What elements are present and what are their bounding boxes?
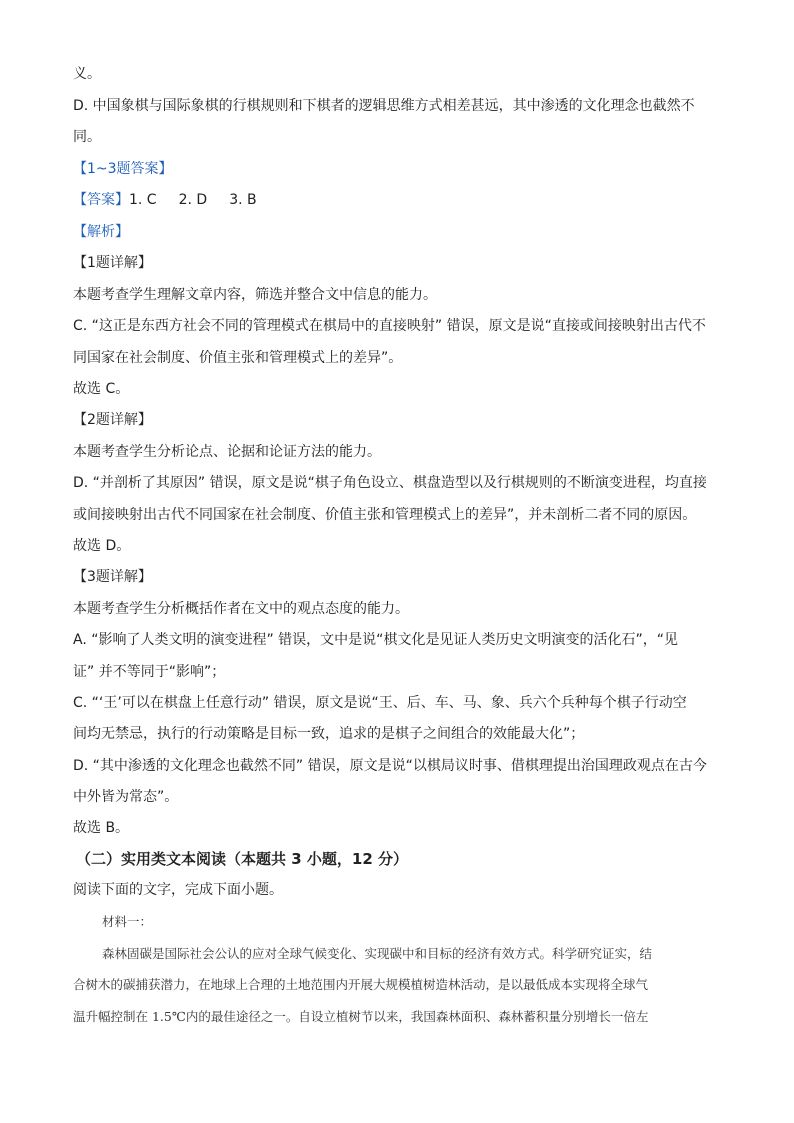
- answer-3: 3. B: [229, 192, 257, 208]
- text-line: 中外皆为常态”。: [73, 789, 179, 805]
- section-heading: （二）实用类文本阅读（本题共 3 小题，12 分）: [76, 850, 408, 868]
- material-line: 森林固碳是国际社会公认的应对全球气候变化、实现碳中和目标的经济有效方式。科学研究证实，结: [102, 946, 653, 961]
- q2-detail-heading: 【2题详解】: [73, 412, 152, 428]
- text-line: 本题考查学生理解文章内容，筛选并整合文中信息的能力。: [73, 287, 437, 303]
- answer-section-heading: 【1~3题答案】: [73, 161, 173, 177]
- answer-line: [73, 190, 257, 210]
- text-line: 或间接映射出古代不同国家在社会制度、价值主张和管理模式上的差异”，并未剖析二者不同的原因。: [73, 507, 697, 523]
- option-d-line: D. 中国象棋与国际象棋的行棋规则和下棋者的逻辑思维方式相差甚远，其中渗透的文化理念也截然不: [73, 98, 695, 114]
- text-line: D. “其中渗透的文化理念也截然不同” 错误，原文是说“以棋局议时事、借棋理提出治国理政观点在古今: [73, 758, 707, 774]
- analysis-heading: 【解析】: [73, 224, 129, 240]
- text-line: 间均无禁忌，执行的行动策略是目标一致，追求的是棋子之间组合的效能最大化”；: [73, 726, 585, 742]
- answer-1: 1. C: [129, 192, 157, 208]
- text-line: 故选 B。: [73, 820, 130, 836]
- text-line: 故选 D。: [73, 538, 131, 554]
- text-line: 同。: [73, 129, 101, 145]
- instruction-line: 阅读下面的文字，完成下面小题。: [73, 882, 283, 898]
- answer-tag: 【答案】: [73, 192, 129, 208]
- text-line: 本题考查学生分析概括作者在文中的观点态度的能力。: [73, 601, 409, 617]
- text-line: 义。: [73, 66, 101, 82]
- text-line: 证” 并不等同于“影响”；: [73, 664, 226, 680]
- text-line: 本题考查学生分析论点、论据和论证方法的能力。: [73, 444, 381, 460]
- text-line: A. “影响了人类文明的演变进程” 错误，文中是说“棋文化是见证人类历史文明演变的活化石”，“见: [73, 632, 678, 648]
- text-line: D. “并剖析了其原因” 错误，原文是说“棋子角色设立、棋盘造型以及行棋规则的不断演变进程，均直接: [73, 475, 707, 491]
- material-label: 材料一：: [102, 914, 153, 929]
- text-line: C. “‘王’可以在棋盘上任意行动” 错误，原文是说“王、后、车、马、象、兵六个兵种每个棋子行动空: [73, 695, 687, 711]
- material-line: 合树木的碳捕获潜力，在地球上合理的土地范围内开展大规模植树造林活动，是以最低成本实现将全球气: [73, 977, 649, 992]
- answer-2: 2. D: [178, 192, 208, 208]
- text-line: C. “这正是东西方社会不同的管理模式在棋局中的直接映射” 错误，原文是说“直接或间接映射出古代不: [73, 318, 706, 334]
- text-line: 故选 C。: [73, 381, 130, 397]
- q1-detail-heading: 【1题详解】: [73, 255, 152, 271]
- text-line: 同国家在社会制度、价值主张和管理模式上的差异”。: [73, 350, 403, 366]
- q3-detail-heading: 【3题详解】: [73, 569, 152, 585]
- material-line: 温升幅控制在 1.5℃内的最佳途径之一。自设立植树节以来，我国森林面积、森林蓄积量分别增长一倍左: [73, 1009, 649, 1024]
